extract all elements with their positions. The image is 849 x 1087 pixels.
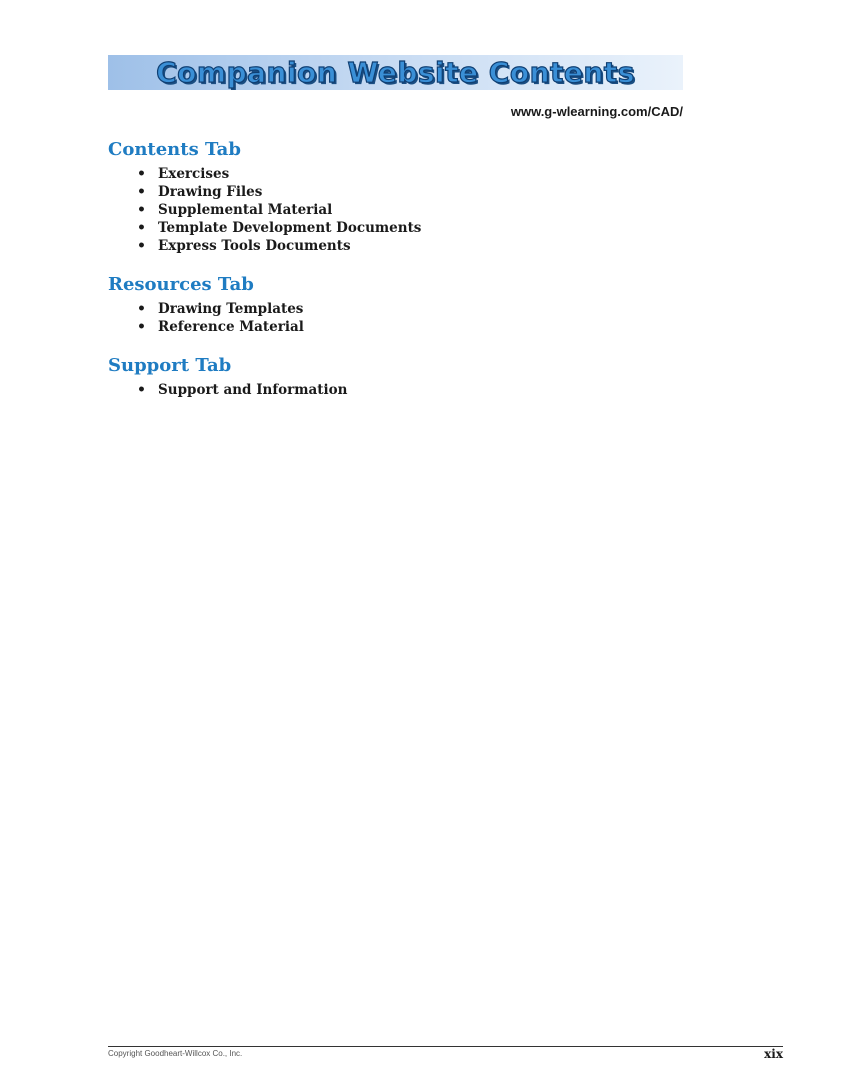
bullet-icon: • xyxy=(137,202,146,218)
bullet-icon: • xyxy=(137,220,146,236)
bullet-icon: • xyxy=(137,301,146,317)
list-item xyxy=(108,183,421,201)
footer-divider xyxy=(108,1046,783,1047)
list-item-label: Reference Material xyxy=(158,319,304,335)
list-item-label: Template Development Documents xyxy=(158,220,422,236)
list-item-label: Support and Information xyxy=(158,382,348,398)
website-url: www.g-wlearning.com/CAD/ xyxy=(510,104,683,119)
title-banner xyxy=(108,55,683,90)
list-item xyxy=(108,318,304,336)
list-item xyxy=(108,381,347,399)
bullet-icon: • xyxy=(137,184,146,200)
list-item-label: Exercises xyxy=(158,166,230,182)
bullet-list xyxy=(108,381,347,399)
bullet-list xyxy=(108,300,304,336)
copyright-notice: Copyright Goodheart-Willcox Co., Inc. xyxy=(108,1049,243,1058)
section-heading: Contents Tab xyxy=(108,139,241,160)
list-item xyxy=(108,237,421,255)
section-resources-tab xyxy=(108,274,304,336)
page-title: Companion Website Contents xyxy=(156,55,635,89)
list-item xyxy=(108,165,421,183)
bullet-icon: • xyxy=(137,319,146,335)
bullet-icon: • xyxy=(137,238,146,254)
bullet-icon: • xyxy=(137,166,146,182)
list-item-label: Drawing Files xyxy=(158,184,263,200)
list-item xyxy=(108,201,421,219)
list-item xyxy=(108,219,421,237)
section-support-tab xyxy=(108,355,347,399)
list-item-label: Drawing Templates xyxy=(158,301,304,317)
list-item-label: Express Tools Documents xyxy=(158,238,351,254)
section-contents-tab xyxy=(108,139,421,255)
bullet-icon: • xyxy=(137,382,146,398)
page-number: xix xyxy=(764,1047,783,1061)
list-item-label: Supplemental Material xyxy=(158,202,333,218)
section-heading: Support Tab xyxy=(108,355,232,376)
bullet-list xyxy=(108,165,421,255)
list-item xyxy=(108,300,304,318)
section-heading: Resources Tab xyxy=(108,274,254,295)
